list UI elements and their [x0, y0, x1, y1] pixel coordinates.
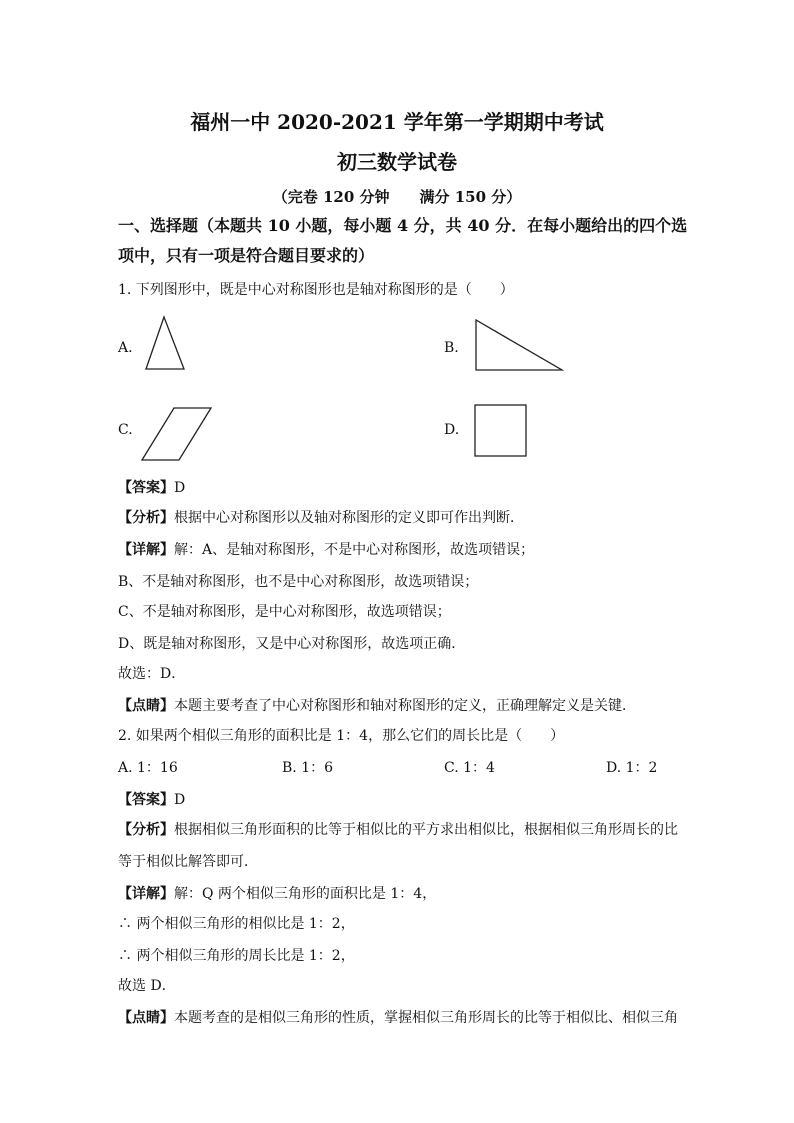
q1-detail-text: 解：A、是轴对称图形，不是中心对称图形，故选项错误；: [174, 542, 535, 558]
q2-detail-line4: 故选 D．: [118, 978, 176, 994]
q1-option-b-label: B.: [444, 340, 459, 356]
q1-option-a-label: A.: [118, 340, 133, 356]
q1-answer: [118, 478, 185, 498]
q2-detail-text: 解：Q 两个相似三角形的面积比是 1：4，: [174, 886, 437, 902]
q2-answer-value: D: [174, 792, 186, 808]
q2-analysis-line1: [118, 820, 678, 840]
q1-comment-text: 本题主要考查了中心对称图形和轴对称图形的定义，正确理解定义是关键．: [174, 698, 636, 714]
q2-analysis-text: 根据相似三角形面积的比等于相似比的平方求出相似比，根据相似三角形周长的比: [174, 822, 678, 838]
section-heading-line2: 项中，只有一项是符合题目要求的）: [118, 246, 375, 265]
q2-detail-line1: [118, 884, 436, 904]
q1-detail-line5: 故选：D．: [118, 666, 186, 682]
q2-stem: 2. 如果两个相似三角形的面积比是 1：4，那么它们的周长比是（ ）: [118, 728, 565, 744]
section-heading-line1: 一、选择题（本题共 10 小题，每小题 4 分，共 40 分．在每小题给出的四个选: [118, 216, 688, 235]
q2-option-a: A. 1：16: [118, 760, 178, 776]
q1-analysis-tag: 【分析】: [118, 510, 174, 526]
q1-stem: 1. 下列图形中，既是中心对称图形也是轴对称图形的是（ ）: [118, 282, 514, 298]
q2-analysis-tag: 【分析】: [118, 822, 174, 838]
q2-comment: [118, 1008, 678, 1028]
q2-option-d: D. 1：2: [606, 760, 658, 776]
q1-analysis: [118, 508, 524, 528]
q1-option-b-right-triangle: [470, 316, 570, 376]
q2-comment-text: 本题考查的是相似三角形的性质，掌握相似三角形周长的比等于相似比、相似三角: [174, 1010, 678, 1026]
q2-detail-line3: ∴ 两个相似三角形的周长比是 1：2，: [118, 948, 355, 964]
q1-option-c-parallelogram: [138, 402, 218, 464]
q1-option-d-label: D.: [444, 422, 460, 438]
q1-detail-tag: 【详解】: [118, 542, 174, 558]
exam-subtitle: 初三数学试卷: [337, 150, 457, 174]
q2-option-b: B. 1：6: [282, 760, 334, 776]
q1-answer-value: D: [174, 480, 186, 496]
q1-option-c-label: C.: [118, 422, 133, 438]
q2-detail-line2: ∴ 两个相似三角形的相似比是 1：2，: [118, 916, 355, 932]
q2-option-c: C. 1：4: [444, 760, 495, 776]
q2-analysis-line2: 等于相似比解答即可．: [118, 854, 258, 870]
q2-answer: [118, 790, 185, 810]
q1-option-d-square: [470, 400, 532, 462]
exam-title: 福州一中 2020-2021 学年第一学期期中考试: [190, 110, 604, 134]
q1-answer-tag: 【答案】: [118, 480, 174, 496]
q1-comment: [118, 696, 636, 716]
q1-analysis-text: 根据中心对称图形以及轴对称图形的定义即可作出判断．: [174, 510, 524, 526]
exam-info: （完卷 120 分钟 满分 150 分）: [272, 188, 522, 206]
q1-detail-line2: B、不是轴对称图形，也不是中心对称图形，故选项错误；: [118, 574, 479, 590]
q1-comment-tag: 【点睛】: [118, 698, 174, 714]
q1-option-a-triangle: [140, 312, 190, 374]
q1-detail-line3: C、不是轴对称图形，是中心对称图形，故选项错误；: [118, 604, 451, 620]
q2-answer-tag: 【答案】: [118, 792, 174, 808]
q2-comment-tag: 【点睛】: [118, 1010, 174, 1026]
q1-detail-line4: D、既是轴对称图形，又是中心对称图形，故选项正确．: [118, 636, 466, 652]
q1-detail-line1: [118, 540, 534, 560]
q2-detail-tag: 【详解】: [118, 886, 174, 902]
